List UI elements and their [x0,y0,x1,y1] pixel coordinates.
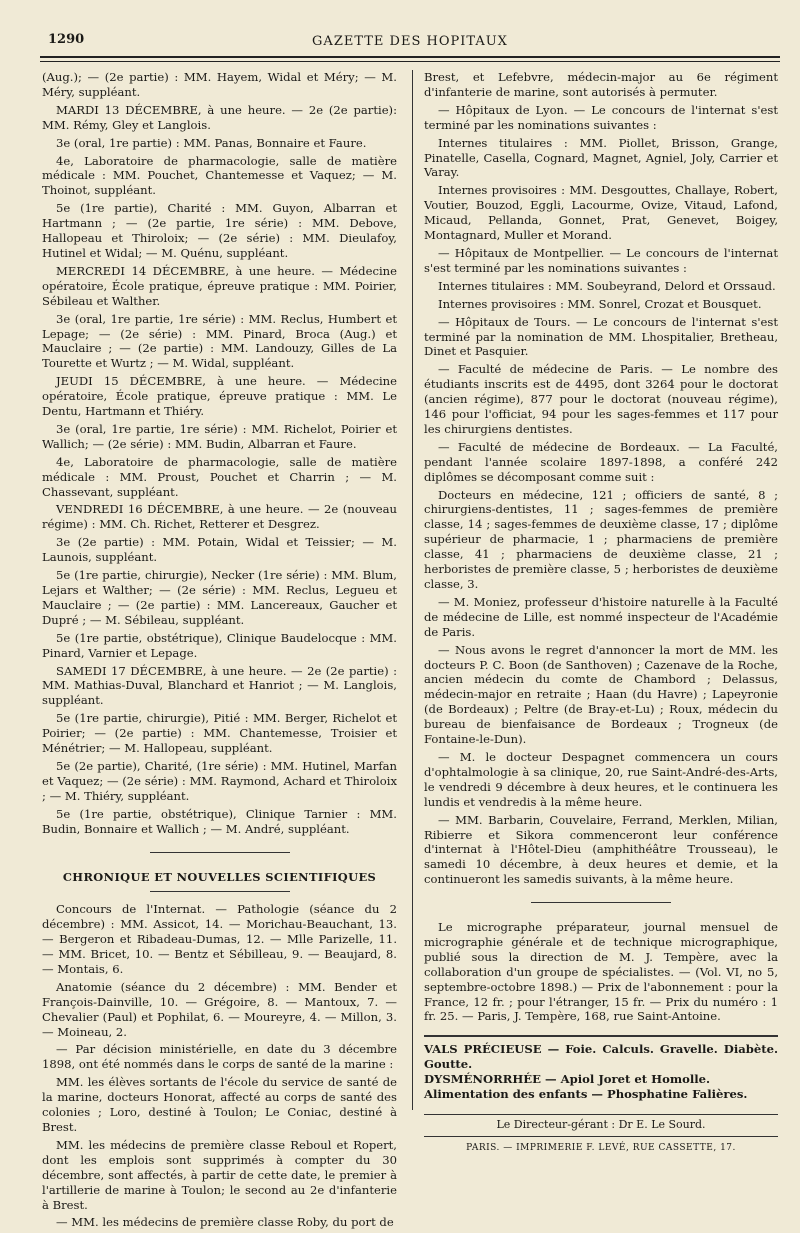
ad-vals: VALS PRÉCIEUSE — Foie. Calculs. Gravelle. Diabète. Goutte. [424,1042,778,1072]
paragraph: 5e (1re partie, obstétrique), Clinique Baudelocque : MM. Pinard, Varnier et Lepage. [42,630,397,660]
paragraph: Docteurs en médecine, 121 ; officiers de santé, 8 ; chirurgiens-dentistes, 11 ; sages-femmes de première classe, 14 ; sages-femmes de deuxième classe, 17 ; diplôme supérieur de pharmacie, 1 ; pharmaciens de première classe, 41 ; pharmaciens de deuxième classe, 21 ; herboristes de première classe, 5 ; herboristes de deuxième classe, 3. [424,487,778,591]
ads-rule [424,1035,778,1037]
paragraph: — MM. les médecins de première classe Roby, du port de [56,1215,394,1230]
section-rule [150,891,290,892]
paragraph: — M. Moniez, professeur d'histoire naturelle à la Faculté de médecine de Lille, est nommé inspecteur de l'Académie de Paris. [424,594,778,639]
page-number: 1290 [48,32,85,47]
right-column [424,70,778,1156]
ornament-separator [424,896,778,911]
paragraph: 5e (1re partie), Charité : MM. Guyon, Albarran et Hartmann ; — (2e partie, 1re série) : MM. Debove, Hallopeau et Thiroloix; — (2e série) : MM. Dieulafoy, Hutinel et Widal; — M. Quénu, suppléant. [42,201,397,260]
imprint: PARIS. — IMPRIMERIE F. LEVÉ, RUE CASSETTE, 17. [466,1142,736,1153]
paragraph: JEUDI 15 DÉCEMBRE, à une heure. — Médecine opératoire, École pratique, épreuve pratique : MM. Le Dentu, Hartmann et Thiéry. [42,374,397,419]
paragraph: SAMEDI 17 DÉCEMBRE, à une heure. — 2e (2e partie) : MM. Mathias-Duval, Blanchard et Hanriot ; — M. Langlois, suppléant. [42,663,397,708]
journal-title: GAZETTE DES HOPITAUX [312,34,508,49]
paragraph: 5e (1re partie, chirurgie), Pitié : MM. Berger, Richelot et Poirier; — (2e partie) : MM. Chantemesse, Troisier et Ménétrier; — M. Hallopeau, suppléant. [42,711,397,756]
paragraph: — Hôpitaux de Montpellier. — Le concours de l'internat s'est terminé par les nominations suivantes : [424,245,778,275]
paragraph: 3e (oral, 1re partie, 1re série) : MM. Reclus, Humbert et Lepage; — (2e série) : MM. Pinard, Broca (Aug.) et Mauclaire ; — (2e partie) : MM. Landouzy, Gilles de La Tourette et Wurtz ; — M. Widal, suppléant. [42,311,397,371]
paragraph: — M. le docteur Despagnet commencera un cours d'ophtalmologie à sa clinique, 20, rue Saint-André-des-Arts, le vendredi 9 décembre à deux heures, et le continuera les lundis et vendredis à la même heure. [424,749,778,809]
paragraph: — Hôpitaux de Tours. — Le concours de l'internat s'est terminé par la nomination de MM. Lhospitalier, Bretheau, Dinet et Pasquier. [424,314,778,359]
header-rule-thin [40,61,780,62]
paragraph: MERCREDI 14 DÉCEMBRE, à une heure. — Médecine opératoire, École pratique, épreuve pratique : MM. Poirier, Sébileau et Walther. [42,263,397,308]
paragraph: (Aug.); — (2e partie) : MM. Hayem, Widal et Méry; — M. Méry, suppléant. [42,70,397,99]
director-line: Le Directeur-gérant : Dr E. Le Sourd. [424,1114,778,1137]
paragraph: Brest, et Lefebvre, médecin-major au 6e régiment d'infanterie de marine, sont autorisés à permuter. [424,70,778,99]
paragraph: Internes titulaires : MM. Piollet, Brisson, Grange, Pinatelle, Casella, Cognard, Magnet, Agniel, Joly, Carrier et Varay. [424,135,778,180]
micrographe-notice: Le micrographe préparateur, journal mensuel de micrographie générale et de technique micrographique, publié sous la direction de M. J. Tempère, avec la collaboration d'un groupe de spécialistes. — (Vol. VI, no 5, septembre-octobre 1898.) — Prix de l'abonnement : pour la France, 12 fr. ; pour l'étranger, 15 fr. — Prix du numéro : 1 fr. 25. — Paris, J. Tempère, 168, rue Saint-Antoine. [424,920,778,1024]
paragraph: 3e (oral, 1re partie, 1re série) : MM. Richelot, Poirier et Wallich; — (2e série) : MM. Budin, Albarran et Faure. [42,421,397,451]
paragraph: — Hôpitaux de Lyon. — Le concours de l'internat s'est terminé par les nominations suivantes : [424,102,778,132]
ornament-separator [42,846,397,861]
paragraph: 4e, Laboratoire de pharmacologie, salle de matière médicale : MM. Proust, Pouchet et Charrin ; — M. Chassevant, suppléant. [42,454,397,499]
paragraph: MM. les élèves sortants de l'école du service de santé de la marine, docteurs Honorat, affecté au corps de santé des colonies ; Loro, destiné à Toulon; Le Coniac, destiné à Brest. [42,1075,397,1134]
paragraph: Internes titulaires : MM. Soubeyrand, Delord et Orssaud. [438,278,776,293]
paragraph: — Nous avons le regret d'annoncer la mort de MM. les docteurs P. C. Boon (de Santhoven) ; Cazenave de la Roche, ancien médecin du comte de Chambord ; Delassus, médecin-major en retraite ; Haan (du Havre) ; Lapeyronie (de Bordeaux) ; Peltre (de Bray-et-Lu) ; Roux, médecin du bureau de bienfaisance de Bordeaux ; Trogneux (de Fontaine-le-Dun). [424,642,778,747]
paragraph: Concours de l'Internat. — Pathologie (séance du 2 décembre) : MM. Assicot, 14. — Morichau-Beauchant, 13. — Bergeron et Ribadeau-Dumas, 12. — Mlle Parizelle, 11. — MM. Bricet, 10. — Bentz et Sébilleau, 9. — Beaujard, 8. — Montais, 6. [42,902,397,976]
column-divider [412,70,413,1110]
paragraph: — Faculté de médecine de Bordeaux. — La Faculté, pendant l'année scolaire 1897-1898, a conféré 242 diplômes se décomposant comme suit : [424,439,778,484]
paragraph: MM. les médecins de première classe Reboul et Ropert, dont les emplois sont supprimés à compter du 30 décembre, sont affectés, à partir de cette date, le premier à l'artillerie de marine à Toulon; le second au 2e d'infanterie à Brest. [42,1137,397,1212]
ad-dysmenorrhee: DYSMÉNORRHÉE — Apiol Joret et Homolle. [424,1072,711,1087]
paragraph: VENDREDI 16 DÉCEMBRE, à une heure. — 2e (nouveau régime) : MM. Ch. Richet, Retterer et Desgrez. [42,502,397,532]
paragraph: 5e (1re partie, obstétrique), Clinique Tarnier : MM. Budin, Bonnaire et Wallich ; — M. André, suppléant. [42,806,397,836]
header-rule [40,56,780,58]
paragraph: Internes provisoires : MM. Sonrel, Crozat et Bousquet. [438,296,762,311]
paragraph: — Par décision ministérielle, en date du 3 décembre 1898, ont été nommés dans le corps de santé de la marine : [42,1042,397,1072]
paragraph: 3e (oral, 1re partie) : MM. Panas, Bonnaire et Faure. [56,135,367,150]
paragraph: — MM. Barbarin, Couvelaire, Ferrand, Merklen, Milian, Ribierre et Sikora commenceront leur conférence d'internat à l'Hôtel-Dieu (amphithéâtre Trousseau), le samedi 10 décembre, à deux heures et demie, et la continueront les samedis suivants, à la même heure. [424,812,778,887]
ad-alimentation: Alimentation des enfants — Phosphatine Falières. [424,1087,748,1102]
paragraph: MARDI 13 DÉCEMBRE, à une heure. — 2e (2e partie): MM. Rémy, Gley et Langlois. [42,102,397,132]
page-header [40,28,780,58]
paragraph: 3e (2e partie) : MM. Potain, Widal et Teissier; — M. Launois, suppléant. [42,535,397,565]
paragraph: — Faculté de médecine de Paris. — Le nombre des étudiants inscrits est de 4495, dont 3264 pour le doctorat (ancien régime), 877 pour le doctorat (nouveau régime), 146 pour l'officiat, 94 pour les sages-femmes et 117 pour les chirurgiens dentistes. [424,362,778,436]
section-title: CHRONIQUE ET NOUVELLES SCIENTIFIQUES [62,870,377,885]
gazette-page [40,28,780,1230]
paragraph: 5e (2e partie), Charité, (1re série) : MM. Hutinel, Marfan et Vaquez; — (2e série) : MM. Raymond, Achard et Thiroloix ; — M. Thiéry, suppléant. [42,758,397,803]
paragraph: Anatomie (séance du 2 décembre) : MM. Bender et François-Dainville, 10. — Grégoire, 8. — Mantoux, 7. — Chevalier (Paul) et Pophilat, 6. — Moureyre, 4. — Millon, 3. — Moineau, 2. [42,979,397,1039]
paragraph: Internes provisoires : MM. Desgouttes, Challaye, Robert, Voutier, Bouzod, Eggli, Lacourme, Ovize, Vitaud, Lafond, Micaud, Pellanda, Gonnet, Prat, Genevet, Boigey, Montagnard, Muller et Morand. [424,183,778,243]
left-column [42,70,397,1233]
paragraph: 4e, Laboratoire de pharmacologie, salle de matière médicale : MM. Pouchet, Chantemesse et Vaquez; — M. Thoinot, suppléant. [42,153,397,198]
paragraph: 5e (1re partie, chirurgie), Necker (1re série) : MM. Blum, Lejars et Walther; — (2e série) : MM. Reclus, Legueu et Mauclaire ; — (2e partie) : MM. Lancereaux, Gaucher et Dupré ; — M. Sébileau, suppléant. [42,568,397,627]
